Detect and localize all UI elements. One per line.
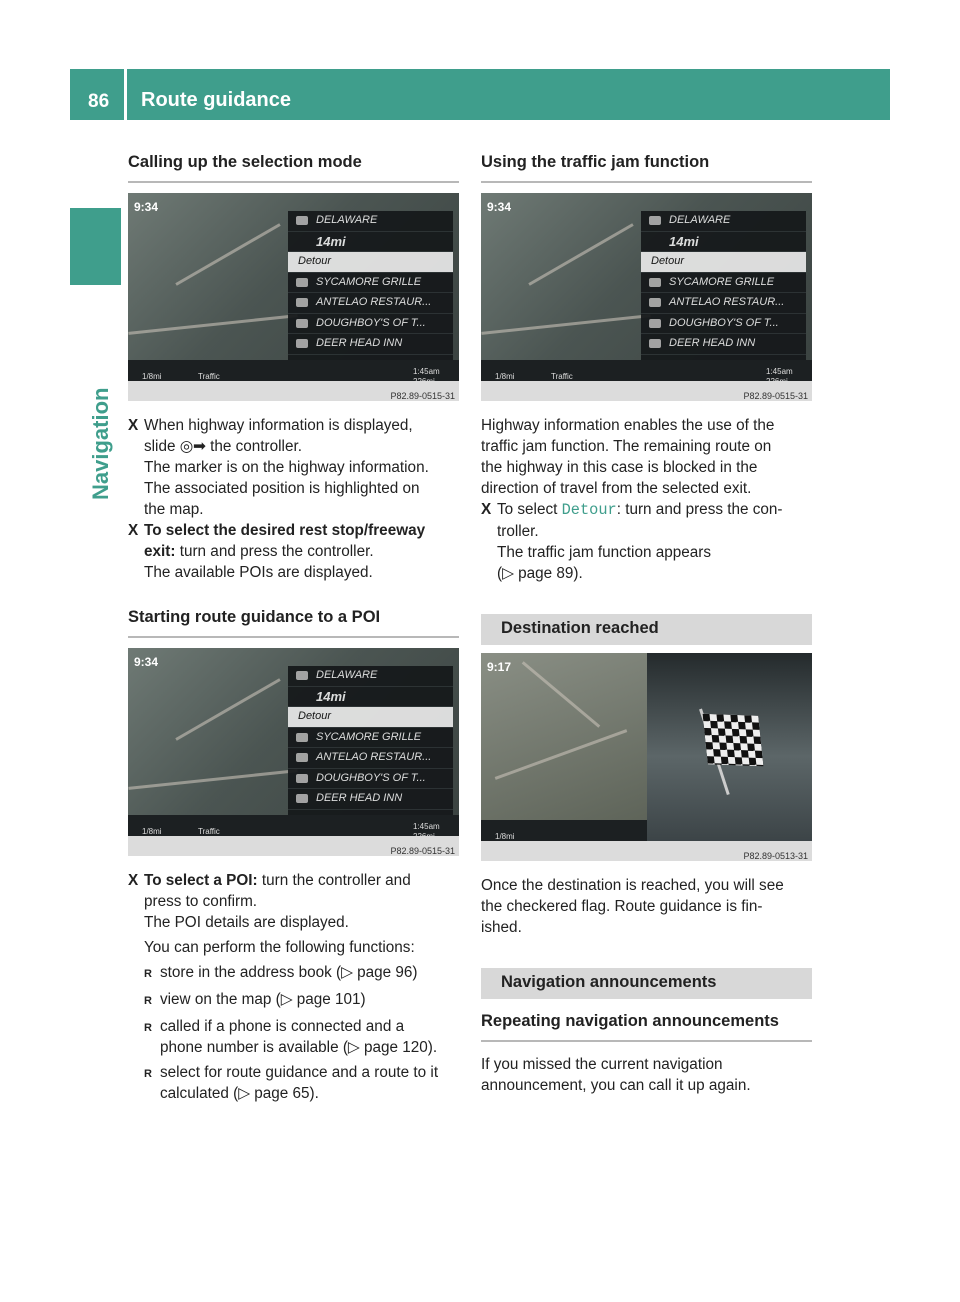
text-line: (▷ page 89). bbox=[497, 565, 583, 582]
page-header bbox=[70, 69, 890, 120]
text-line: P82.89-0515-31 bbox=[743, 391, 808, 401]
text-line: P82.89-0515-31 bbox=[390, 846, 455, 856]
detour-row: Detour bbox=[288, 252, 453, 273]
text-line: DOUGHBOY'S OF T... bbox=[316, 771, 426, 784]
section-heading: Repeating navigation announcements bbox=[481, 1011, 812, 1042]
text-line: To select a POI: bbox=[144, 872, 258, 889]
text-line: To select bbox=[497, 501, 562, 518]
text-line: Highway information enables the use of the bbox=[481, 417, 775, 434]
text-line: DEER HEAD INN bbox=[669, 337, 756, 349]
text-line: turn and press the controller. bbox=[175, 543, 374, 560]
text-line: : turn and press the con- bbox=[616, 501, 783, 518]
text-line: troller. bbox=[497, 523, 539, 540]
text-line: 1/8mi bbox=[142, 827, 162, 836]
text-line: slide ◎➡ the controller. bbox=[144, 438, 302, 455]
text-line: select for route guidance and a route to it bbox=[160, 1064, 439, 1081]
text-line: Detour bbox=[641, 252, 806, 273]
text-line: 9:34 bbox=[487, 200, 512, 214]
page-number: 86 bbox=[88, 91, 110, 112]
text-line: 1/8mi bbox=[495, 372, 515, 381]
text-line: 14mi bbox=[288, 687, 453, 708]
text-line: 1/8mi bbox=[142, 372, 162, 381]
text-line: 14mi bbox=[288, 232, 453, 253]
text-line: Traffic bbox=[198, 827, 220, 836]
screenshot-selection-mode bbox=[128, 193, 459, 401]
screenshot-traffic-jam bbox=[481, 193, 812, 401]
text-line: phone number is available (▷ page 120). bbox=[160, 1039, 438, 1056]
screen-time: 9:34 bbox=[134, 200, 159, 214]
page-title: Route guidance bbox=[141, 89, 292, 111]
text-line: To select the desired rest stop/freeway bbox=[144, 522, 426, 539]
text-line: the map. bbox=[144, 501, 204, 518]
section-heading: Using the traffic jam function bbox=[481, 152, 812, 183]
text-line: SYCAMORE GRILLE bbox=[316, 730, 422, 743]
text-line: You can perform the following functions: bbox=[144, 939, 415, 956]
text-line: view on the map (▷ page 101) bbox=[160, 991, 366, 1008]
text-line: ANTELAO RESTAUR... bbox=[316, 751, 432, 763]
section-heading: Calling up the selection mode bbox=[128, 152, 459, 183]
text-line: direction of travel from the selected exit. bbox=[481, 480, 752, 497]
text-line: 1:45am bbox=[413, 822, 440, 831]
text-line: 1:45am bbox=[413, 367, 440, 376]
text-line: DEER HEAD INN bbox=[316, 792, 403, 804]
text-line: the checkered flag. Route guidance is fin- bbox=[481, 898, 763, 915]
right-column: Using the traffic jam function 9:34 DELAWARE 14mi Detour SYCAMORE GRILLE ANTELAO RESTAUR... DOUGHBOY'S OF T... DEER HEAD INN 1/8mi Traffic 1:45am P82.89-0515-31 Highway information enables the use of the traffic jam function. The remaining route on the highway in this case is blocked in the direction of travel from the selected exit. X To select Detour: turn and press the con- troller. The traffic jam function appears (▷ page 89). Destination reached 9:17 1/8mi P82.89-0513-31 Once the destination is reached, you will see the checkered flag. Route guidance is fin- ished. Navigation announcements Repeating navigation announcements If you missed the current navigation announcement, you can call it up again. bbox=[481, 152, 812, 1096]
text-line: SYCAMORE GRILLE bbox=[316, 275, 422, 288]
image-caption: P82.89-0515-31 bbox=[390, 391, 455, 401]
checkered-flag-icon bbox=[703, 714, 764, 766]
text-line: The traffic jam function appears bbox=[497, 544, 711, 561]
text-line: Traffic bbox=[551, 372, 573, 381]
text-line: press to confirm. bbox=[144, 893, 258, 910]
text-line: The POI details are displayed. bbox=[144, 914, 349, 931]
text-line: DEER HEAD INN bbox=[316, 337, 403, 349]
left-column: Calling up the selection mode 9:34 DELAWARE 14mi Detour SYCAMORE GRILLE ANTELAO RESTAUR... DOUGHBOY'S OF T... DEER HEAD INN 1/8mi Traffic 1:45am P82.89-0515-31 X When highway information is displayed, slide ◎➡ the controller. The marker is on the highway information. The associated position is highlighted on the map. X To select the desired rest stop/freeway exit: turn and press the controller. The available POIs are displayed. Starting route guidance to a POI 9:34 DELAWARE 14mi Detour SYCAMORE GRILLE ANTELAO RESTAUR... DOUGHBOY'S OF T... DEER HEAD INN 1/8mi Traffic 1:45am P82.89-0515-31 X To select a POI: turn the controller and press to confirm. The POI details are displayed. You can perform the following functions: R store in the address book (▷ page 96) R view on the map (▷ page 101) R called if a phone is connected and a phone number is available (▷ page 120). R select for route guidance and a route to it calculated (▷ page 65). bbox=[128, 152, 459, 1104]
text-line: 1/8mi bbox=[495, 832, 515, 841]
text-line: DELAWARE bbox=[316, 214, 378, 226]
text-line: 1:45am bbox=[766, 367, 793, 376]
text-line: ished. bbox=[481, 919, 522, 936]
text-line: DOUGHBOY'S OF T... bbox=[316, 316, 426, 329]
text-line: SYCAMORE GRILLE bbox=[669, 275, 775, 288]
text-line: 9:34 bbox=[134, 655, 159, 669]
text-line: ANTELAO RESTAUR... bbox=[316, 296, 432, 308]
text-line: Detour bbox=[288, 707, 453, 728]
text-line: ANTELAO RESTAUR... bbox=[669, 296, 785, 308]
text-line: Once the destination is reached, you will see bbox=[481, 877, 784, 894]
text-line: called if a phone is connected and a bbox=[160, 1018, 405, 1035]
text-line: announcement, you can call it up again. bbox=[481, 1077, 751, 1094]
poi-list-panel bbox=[288, 211, 453, 369]
text-line: Traffic bbox=[198, 372, 220, 381]
text-line: 14mi bbox=[641, 232, 806, 253]
side-tab bbox=[70, 208, 121, 285]
text-line: calculated (▷ page 65). bbox=[160, 1085, 319, 1102]
text-line: 9:17 bbox=[487, 660, 512, 674]
text-line: The available POIs are displayed. bbox=[144, 564, 373, 581]
detour-code: Detour bbox=[561, 501, 617, 519]
text-line: store in the address book (▷ page 96) bbox=[160, 964, 418, 981]
text-line: exit: bbox=[144, 543, 176, 560]
screenshot-destination-flag bbox=[481, 653, 812, 861]
header-divider bbox=[124, 69, 127, 120]
text-line: If you missed the current navigation bbox=[481, 1056, 723, 1073]
text-line: When highway information is displayed, bbox=[144, 417, 413, 434]
screenshot-poi-guidance bbox=[128, 648, 459, 856]
text-line: DELAWARE bbox=[316, 669, 378, 681]
text-line: DELAWARE bbox=[669, 214, 731, 226]
text-line: the highway in this case is blocked in the bbox=[481, 459, 758, 476]
section-heading: Starting route guidance to a POI bbox=[128, 607, 459, 638]
text-line: P82.89-0513-31 bbox=[743, 851, 808, 861]
text-line: DOUGHBOY'S OF T... bbox=[669, 316, 779, 329]
side-tab-label: Navigation bbox=[88, 387, 113, 500]
text-line: turn the controller and bbox=[257, 872, 411, 889]
section-box-announcements: Navigation announcements bbox=[481, 968, 812, 999]
text-line: The associated position is highlighted on bbox=[144, 480, 420, 497]
text-line: traffic jam function. The remaining route on bbox=[481, 438, 772, 455]
text-line: The marker is on the highway information. bbox=[144, 459, 429, 476]
section-box-destination: Destination reached bbox=[481, 614, 812, 645]
